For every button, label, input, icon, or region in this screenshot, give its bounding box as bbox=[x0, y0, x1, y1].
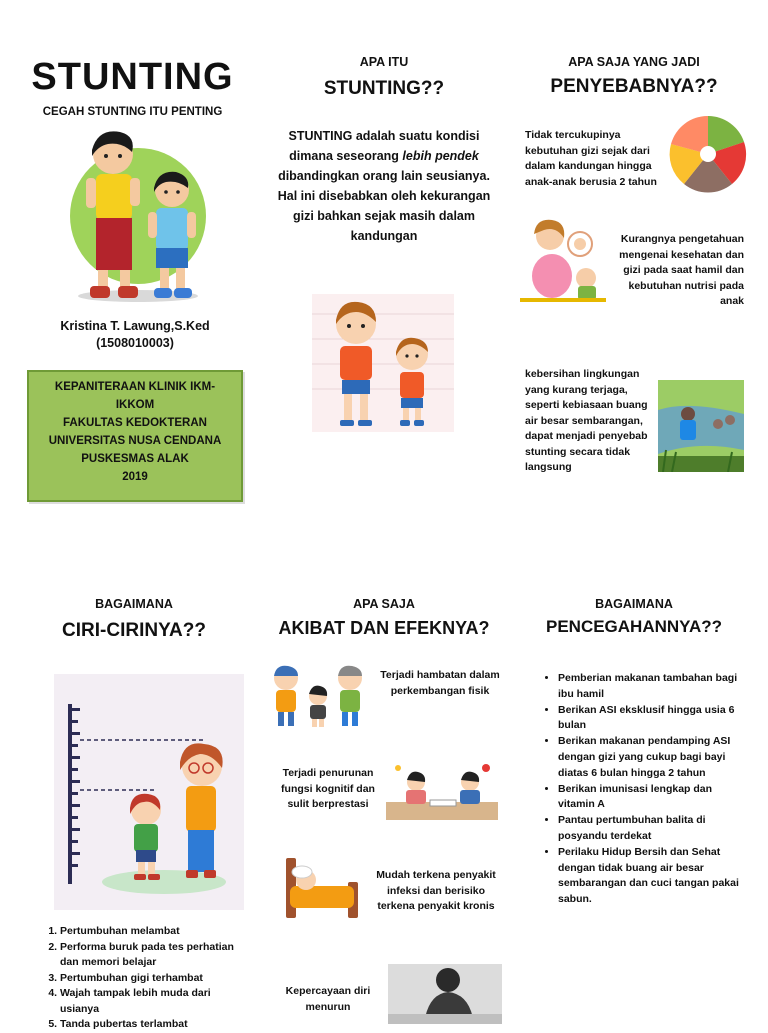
definition-emphasis: lebih pendek bbox=[402, 149, 479, 163]
characteristic-item: 4. Wajah tampak lebih muda dari usianya bbox=[60, 986, 248, 1017]
effect-1-text: Terjadi hambatan dalam perkembangan fisik bbox=[380, 669, 500, 697]
characteristic-item: 2. Performa buruk pada tes perhatian dan memori belajar bbox=[60, 940, 248, 971]
effect-4-text: Kepercayaan diri menurun bbox=[285, 985, 371, 1013]
studying-kids-illustration bbox=[386, 760, 498, 820]
three-kids-illustration bbox=[264, 660, 372, 730]
brochure-title: STUNTING bbox=[31, 56, 234, 98]
dirty-river-illustration bbox=[658, 380, 744, 472]
stunting-definition bbox=[268, 126, 500, 246]
org-line: KEPANITERAAN KLINIK IKM- bbox=[54, 381, 216, 393]
institution-box bbox=[27, 370, 243, 502]
sick-child-bed-illustration bbox=[280, 852, 364, 922]
brochure-subtitle: CEGAH STUNTING ITU PENTING bbox=[42, 106, 223, 118]
effect-3-text: Mudah terkena penyakit infeksi dan berisiko terkena penyakit kronis bbox=[376, 869, 496, 912]
sad-person-photo bbox=[388, 964, 502, 1024]
panel3-heading-small: APA SAJA YANG JADI bbox=[568, 55, 700, 69]
tall-short-children-illustration bbox=[312, 294, 454, 432]
panel6-heading-large: PENCEGAHANNYA?? bbox=[545, 617, 722, 636]
definition-term: STUNTING bbox=[288, 129, 353, 143]
cause-2-text: Kurangnya pengetahuan mengenai kesehatan dan gizi pada saat hamil dan kebutuhan nutrisi pada anak bbox=[619, 233, 744, 307]
prevention-item: • Berikan makanan pendamping ASI dengan gizi yang cukup bagi bayi diatas 6 bulan hingga 2 tahun bbox=[558, 734, 750, 781]
pregnant-mother-illustration bbox=[520, 214, 606, 302]
org-line: FAKULTAS KEDOKTERAN bbox=[63, 417, 207, 429]
panel2-heading-large: STUNTING?? bbox=[323, 78, 445, 99]
height-measure-illustration bbox=[54, 674, 244, 910]
prevention-list bbox=[538, 671, 750, 908]
org-line: UNIVERSITAS NUSA CENDANA bbox=[48, 435, 222, 447]
org-line: PUSKESMAS ALAK bbox=[81, 453, 189, 465]
characteristic-item: 3. Pertumbuhan gigi terhambat bbox=[60, 971, 248, 987]
org-line: 2019 bbox=[122, 471, 148, 483]
cause-1-text: Tidak tercukupinya kebutuhan gizi sejak dari dalam kandungan hingga anak-anak berusia 2 tahun bbox=[525, 129, 657, 188]
characteristics-list bbox=[38, 924, 248, 1033]
panel4-heading-large: CIRI-CIRINYA?? bbox=[62, 620, 206, 641]
effect-2-text: Terjadi penurunan fungsi kognitif dan sulit berprestasi bbox=[281, 767, 375, 810]
panel5-heading-large: AKIBAT DAN EFEKNYA? bbox=[278, 618, 490, 638]
two-boys-illustration bbox=[68, 126, 210, 311]
characteristic-item: 1. Pertumbuhan melambat bbox=[60, 924, 248, 940]
definition-text-1: adalah suatu kondisi dimana seseorang bbox=[289, 129, 480, 163]
panel3-heading-large: PENYEBABNYA?? bbox=[550, 76, 718, 97]
prevention-item: • Pemberian makanan tambahan bagi ibu hamil bbox=[558, 671, 750, 703]
author-id: (1508010003) bbox=[96, 336, 174, 350]
panel6-heading-small: BAGAIMANA bbox=[595, 597, 673, 611]
panel2-heading-small: APA ITU bbox=[359, 55, 409, 69]
definition-text-2: dibandingkan orang lain seusianya. Hal ini disebabkan oleh kekurangan gizi bahkan sejak masih dalam kandungan bbox=[277, 169, 491, 243]
prevention-item: • Berikan imunisasi lengkap dan vitamin A bbox=[558, 782, 750, 814]
characteristic-item: 5. Tanda pubertas terlambat bbox=[60, 1017, 248, 1033]
panel5-heading-small: APA SAJA bbox=[353, 597, 415, 611]
cause-3-text: kebersihan lingkungan yang kurang terjaga, seperti kebiasaan buang air besar sembarangan, dapat menjadi penyebab stunting secara tidak langsung bbox=[525, 368, 648, 473]
org-line: IKKOM bbox=[115, 399, 155, 411]
panel4-heading-small: BAGAIMANA bbox=[95, 597, 173, 611]
prevention-item: • Perilaku Hidup Bersih dan Sehat dengan tidak buang air besar sembarangan dan cuci tangan pakai sabun. bbox=[558, 845, 750, 908]
food-plate-illustration bbox=[668, 114, 748, 194]
prevention-item: • Pantau pertumbuhan balita di posyandu terdekat bbox=[558, 813, 750, 845]
author-block bbox=[30, 318, 240, 352]
author-name: Kristina T. Lawung,S.Ked bbox=[60, 319, 210, 333]
prevention-item: • Berikan ASI eksklusif hingga usia 6 bulan bbox=[558, 703, 750, 735]
